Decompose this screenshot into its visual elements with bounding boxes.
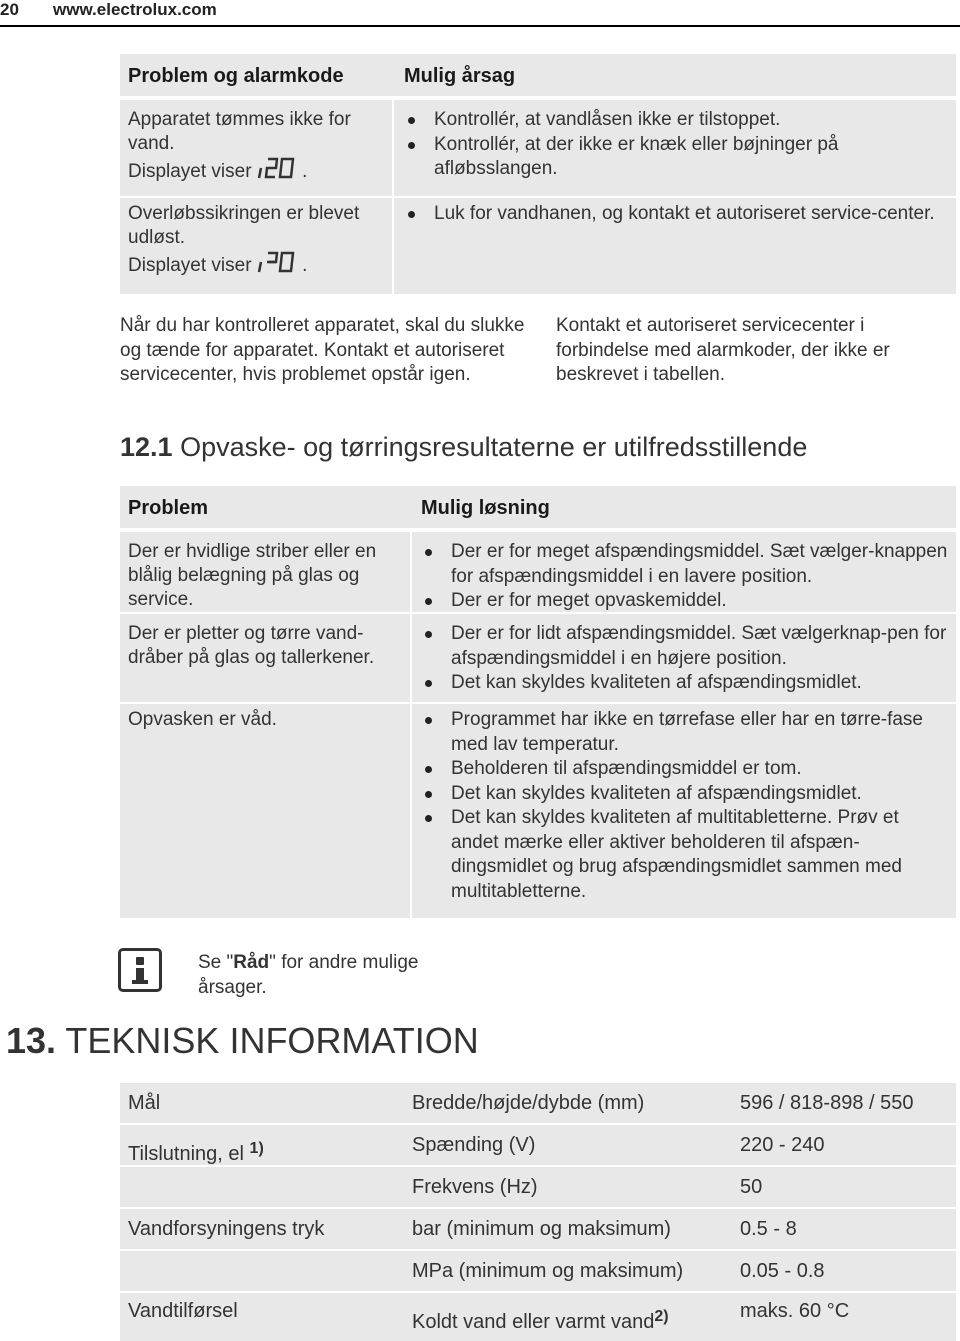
alarm-causes <box>404 108 944 182</box>
display-line <box>128 250 388 278</box>
tech-label: Mål <box>128 1092 161 1114</box>
alarm-table <box>120 54 956 294</box>
tech-row <box>120 1083 956 1125</box>
tech-value: 50 <box>740 1176 763 1198</box>
solution-item: Programmet har ikke en tørrefase eller har en tørre-fase med lav temperatur. <box>421 708 951 757</box>
results-problem: Der er pletter og tørre vand-dråber på glas og tallerkener. <box>128 623 375 668</box>
display-suffix: . <box>302 255 308 276</box>
tech-param: Spænding (V) <box>412 1134 536 1156</box>
results-solutions <box>421 708 951 904</box>
tech-value: 0.05 - 0.8 <box>740 1260 825 1282</box>
note-left: Når du har kontrolleret apparatet, skal du slukke og tænde for apparatet. Kontakt et autoriseret servicecenter, hvis problemet opstår igen. <box>120 315 525 385</box>
page-number: 20 <box>0 0 19 19</box>
alarm-causes <box>404 202 944 227</box>
display-prefix: Displayet viser <box>128 161 252 182</box>
solution-item: Der er for meget afspændingsmiddel. Sæt vælger-knappen for afspændingsmiddel i en lavere position. <box>421 540 951 589</box>
results-table-header <box>120 486 956 530</box>
tech-value: 0.5 - 8 <box>740 1218 797 1240</box>
info-note-bold: Råd <box>233 952 270 973</box>
results-row <box>120 612 956 702</box>
alarm-problem <box>128 202 388 278</box>
tech-param <box>412 1308 669 1334</box>
display-code-i20-icon <box>257 156 297 180</box>
solution-item: Der er for meget opvaskemiddel. <box>421 589 951 614</box>
tech-label <box>128 1140 264 1166</box>
info-note-prefix: Se " <box>198 952 234 973</box>
problem-line: Apparatet tømmes ikke for <box>128 109 351 130</box>
results-solutions <box>421 622 951 696</box>
footnote-marker: 1) <box>249 1140 264 1157</box>
alarm-row <box>120 196 956 294</box>
tech-row <box>120 1167 956 1209</box>
tech-row <box>120 1125 956 1167</box>
solution-item: Beholderen til afspændingsmiddel er tom. <box>421 757 951 782</box>
problem-line: udløst. <box>128 227 186 248</box>
alarm-col2-header: Mulig årsag <box>404 65 516 87</box>
display-code-i30-icon <box>257 250 297 274</box>
alarm-problem <box>128 108 388 184</box>
cause-item: Kontrollér, at der ikke er knæk eller bøjninger på afløbsslangen. <box>404 133 944 182</box>
section-12-1-title <box>120 432 807 463</box>
chapter-13-title <box>6 1020 479 1062</box>
tech-value: 596 / 818-898 / 550 <box>740 1092 914 1114</box>
tech-row <box>120 1293 956 1341</box>
cause-item: Kontrollér, at vandlåsen ikke er tilstoppet. <box>404 108 944 133</box>
tech-row <box>120 1209 956 1251</box>
alarm-table-header <box>120 54 956 98</box>
results-col1-header: Problem <box>128 497 209 519</box>
section-number: 12.1 <box>120 432 173 462</box>
solution-item: Det kan skyldes kvaliteten af afspændingsmidlet. <box>421 671 951 696</box>
tech-param: Frekvens (Hz) <box>412 1176 538 1198</box>
problem-line: vand. <box>128 133 175 154</box>
results-row <box>120 530 956 612</box>
solution-item: Det kan skyldes kvaliteten af multitabletterne. Prøv et andet mærke eller aktiver beholderen til afspæn-dingsmidlet og brug afspændingsmidlet sammen med multitabletterne. <box>421 806 951 904</box>
info-note <box>198 951 458 1000</box>
tech-value: maks. 60 °C <box>740 1300 850 1322</box>
display-line <box>128 156 388 184</box>
solution-item: Der er for lidt afspændingsmiddel. Sæt vælgerknap-pen for afspændingsmiddel i en højere position. <box>421 622 951 671</box>
results-problem: Opvasken er våd. <box>128 709 277 730</box>
tech-param: Bredde/højde/dybde (mm) <box>412 1092 645 1114</box>
solution-item: Det kan skyldes kvaliteten af afspændingsmidlet. <box>421 782 951 807</box>
results-problem: Der er hvidlige striber eller en blålig belægning på glas og service. <box>128 541 377 610</box>
results-solutions <box>421 540 951 614</box>
chapter-title-text: TEKNISK INFORMATION <box>65 1020 479 1061</box>
display-prefix: Displayet viser <box>128 255 252 276</box>
info-icon <box>118 948 162 992</box>
tech-label-text: Tilslutning, el <box>128 1143 244 1165</box>
tech-label: Vandforsyningens tryk <box>128 1218 325 1240</box>
tech-label: Vandtilførsel <box>128 1300 238 1322</box>
results-table <box>120 486 956 918</box>
tech-table <box>120 1083 956 1341</box>
site-url: www.electrolux.com <box>53 0 217 19</box>
tech-param: MPa (minimum og maksimum) <box>412 1260 684 1282</box>
alarm-col1-header: Problem og alarmkode <box>128 65 344 87</box>
display-suffix: . <box>302 161 308 182</box>
header-rule <box>0 25 960 27</box>
info-note-suffix: " for andre mulige årsager. <box>198 952 419 998</box>
note-right: Kontakt et autoriseret servicecenter i forbindelse med alarmkoder, der ikke er beskrevet i tabellen. <box>556 315 890 385</box>
tech-row <box>120 1251 956 1293</box>
chapter-number: 13. <box>6 1020 57 1061</box>
results-row <box>120 702 956 922</box>
problem-line: Overløbssikringen er blevet <box>128 203 360 224</box>
cause-item: Luk for vandhanen, og kontakt et autoriseret service-center. <box>404 202 944 227</box>
section-title-text: Opvaske- og tørringsresultaterne er utilfredsstillende <box>180 432 808 462</box>
results-col2-header: Mulig løsning <box>421 497 550 519</box>
tech-value: 220 - 240 <box>740 1134 825 1156</box>
page-header <box>0 0 960 22</box>
tech-param: bar (minimum og maksimum) <box>412 1218 671 1240</box>
tech-param-text: Koldt vand eller varmt vand <box>412 1311 655 1333</box>
footnote-marker: 2) <box>654 1308 669 1325</box>
alarm-row <box>120 98 956 196</box>
